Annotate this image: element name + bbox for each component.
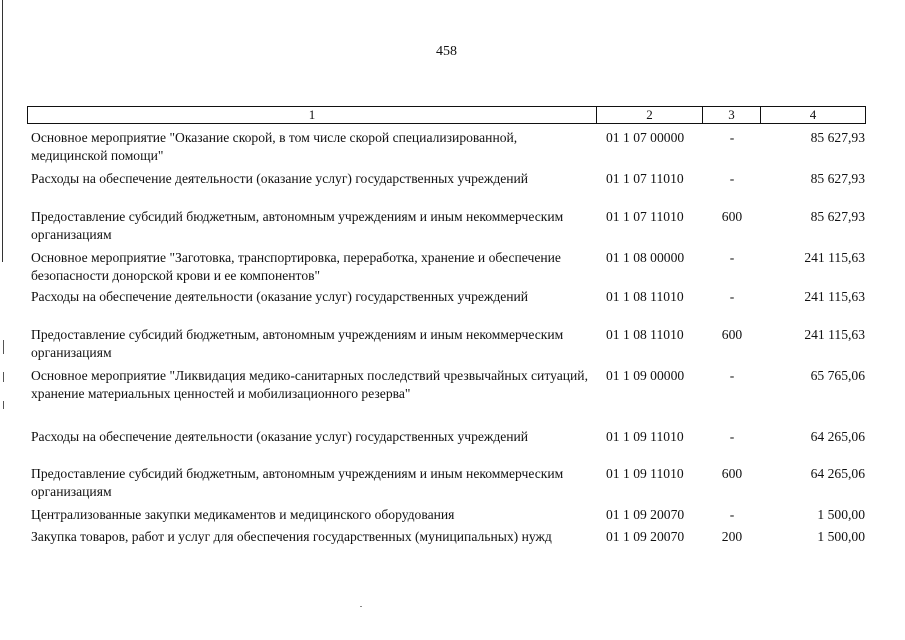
row-amount: 85 627,93 [810,171,865,186]
row-type: - [729,250,735,265]
header-col-3: 3 [702,107,760,123]
row-code: 01 1 08 00000 [606,250,685,265]
row-code: 01 1 09 00000 [606,368,685,383]
row-code: 01 1 07 11010 [606,209,684,224]
row-amount: 1 500,00 [817,529,865,544]
table-header [27,106,866,124]
row-amount: 85 627,93 [810,209,865,224]
row-code: 01 1 09 11010 [606,429,684,444]
row-name: Централизованные закупки медикаментов и медицинского оборудования [31,507,455,522]
row-name: Основное мероприятие "Ликвидация медико-санитарных последствий чрезвычайных ситуаций, хранение материальных ценностей и мобилизационного резерва" [31,368,588,401]
scan-mark [3,340,4,354]
scan-edge [2,0,3,262]
header-col-4: 4 [760,107,865,123]
row-name: Основное мероприятие "Заготовка, транспортировка, переработка, хранение и обеспечение безопасности донорской крови и ее компонентов" [31,250,561,283]
row-type: 600 [721,327,743,342]
row-code: 01 1 07 11010 [606,171,684,186]
scan-mark [3,401,4,409]
row-code: 01 1 09 20070 [606,529,685,544]
row-name: Закупка товаров, работ и услуг для обеспечения государственных (муниципальных) нужд [31,529,552,544]
row-code: 01 1 08 11010 [606,289,684,304]
row-amount: 241 115,63 [804,250,865,265]
row-type: 600 [721,209,743,224]
row-code: 01 1 08 11010 [606,327,684,342]
row-type: - [729,130,735,145]
row-amount: 241 115,63 [804,289,865,304]
row-type: - [729,289,735,304]
row-amount: 1 500,00 [817,507,865,522]
row-name: Предоставление субсидий бюджетным, автономным учреждениям и иным некоммерческим организациям [31,327,564,360]
row-name: Предоставление субсидий бюджетным, автономным учреждениям и иным некоммерческим организациям [31,466,564,499]
row-type: 600 [721,466,743,481]
page-number: 458 [436,44,457,59]
header-col-1: 1 [308,107,316,122]
row-code: 01 1 07 00000 [606,130,685,145]
row-code: 01 1 09 20070 [606,507,685,522]
row-name: Основное мероприятие "Оказание скорой, в том числе скорой специализированной, медицинской помощи" [31,130,518,163]
row-amount: 64 265,06 [810,466,865,481]
row-type: - [729,429,735,444]
row-name: Расходы на обеспечение деятельности (оказание услуг) государственных учреждений [31,171,529,186]
row-amount: 85 627,93 [810,130,865,145]
scan-mark [3,372,4,382]
row-amount: 241 115,63 [804,327,865,342]
scan-speck [360,606,362,607]
row-type: 200 [721,529,743,544]
row-type: - [729,171,735,186]
row-code: 01 1 09 11010 [606,466,684,481]
row-type: - [729,507,735,522]
row-name: Предоставление субсидий бюджетным, автономным учреждениям и иным некоммерческим организациям [31,209,564,242]
row-name: Расходы на обеспечение деятельности (оказание услуг) государственных учреждений [31,429,529,444]
row-type: - [729,368,735,383]
header-col-2: 2 [596,107,702,123]
row-name: Расходы на обеспечение деятельности (оказание услуг) государственных учреждений [31,289,529,304]
row-amount: 64 265,06 [810,429,865,444]
row-amount: 65 765,06 [810,368,865,383]
